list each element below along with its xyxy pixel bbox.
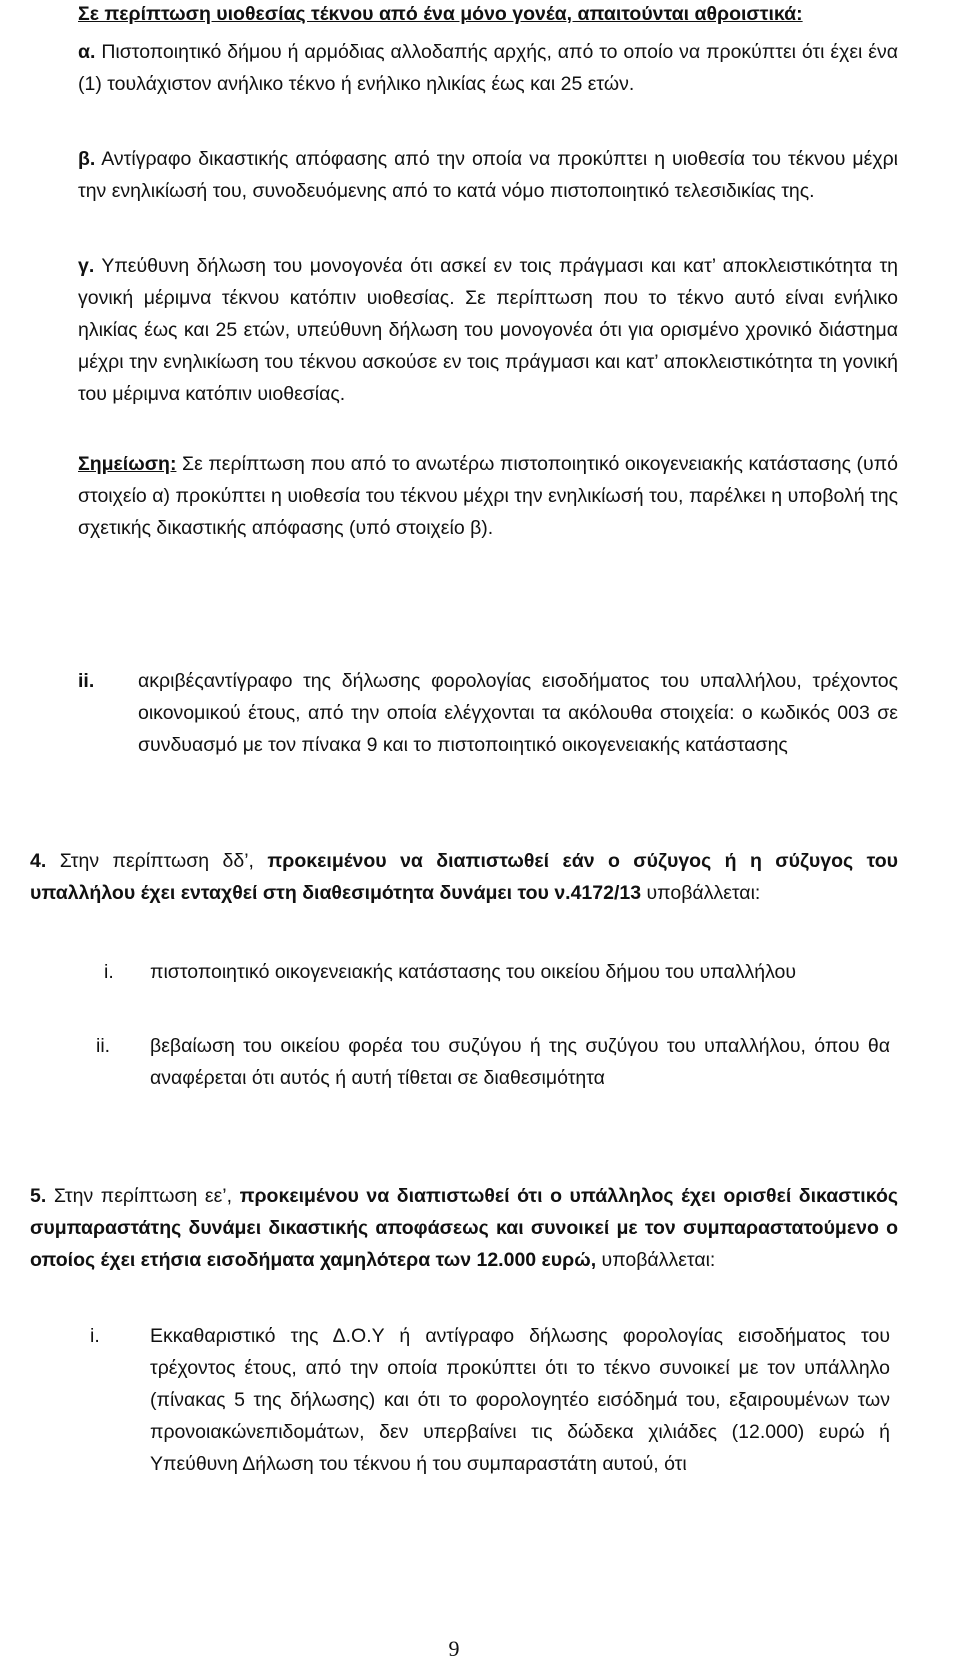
item-b-text: Αντίγραφο δικαστικής απόφασης από την οποία να προκύπτει η υιοθεσία του τέκνου μέχρι την ενηλικίωσή του, συνοδευόμενης από το κατά νόμο πιστοποιητικό τελεσιδικίας της. bbox=[78, 148, 899, 202]
item-b-marker: β. bbox=[78, 148, 96, 170]
section-4-item-i-marker: i. bbox=[104, 961, 114, 983]
tax-copy-text: ακριβέςαντίγραφο της δήλωσης φορολογίας εισοδήματος του υπαλλήλου, τρέχοντος οικονομικού έτους, από την οποία ελέγχονται τα ακόλουθα στοιχεία: ο κωδικός 003 σε συνδυασμό με τον πίνακα 9 και το πιστοποιητικό οικογενειακής κατάστασης bbox=[138, 670, 898, 756]
item-b bbox=[78, 143, 898, 207]
item-a-text: Πιστοποιητικό δήμου ή αρμόδιας αλλοδαπής αρχής, από το οποίο να προκύπτει ότι έχει ένα (1) τουλάχιστον ανήλικο τέκνο ή ενήλικο ηλικίας έως και 25 ετών. bbox=[78, 41, 898, 95]
section-4-bold: προκειμένου να διαπιστωθεί εάν ο σύζυγος ή η σύζυγος του υπαλλήλου έχει ενταχθεί στη διαθεσιμότητα δυνάμει του ν.4172/13 bbox=[30, 850, 899, 904]
item-c-marker: γ. bbox=[78, 255, 95, 277]
section-5 bbox=[30, 1180, 898, 1276]
section-4-number: 4. bbox=[30, 850, 47, 872]
section-5-number: 5. bbox=[30, 1185, 47, 1207]
section-5-bold: προκειμένου να διαπιστωθεί ότι ο υπάλληλος έχει ορισθεί δικαστικός συμπαραστάτης δυνάμει δικαστικής αποφάσεως και συνοικεί με τον συμπαραστατούμενο ο οποίος έχει ετήσια εισοδήματα χαμηλότερα των 12.000 ευρώ, bbox=[30, 1185, 898, 1271]
item-c-text: Υπεύθυνη δήλωση του μονογονέα ότι ασκεί εν τοις πράγμασι και κατ’ αποκλειστικότητα τη γονική μέριμνα τέκνου κατόπιν υιοθεσίας. Σε περίπτωση που το τέκνο αυτό είναι ενήλικο ηλικίας έως και 25 ετών, υπεύθυνη δήλωση του μονογονέα ότι για ορισμένο χρονικό διάστημα μέχρι την ενηλικίωση του τέκνου ασκούσε εν τοις πράγμασι και κατ’ αποκλειστικότητα τη γονική του μέριμνα κατόπιν υιοθεσίας. bbox=[78, 255, 898, 405]
section-5-item-i-marker: i. bbox=[90, 1325, 100, 1347]
note bbox=[78, 448, 898, 544]
section-4-item-i-text: πιστοποιητικό οικογενειακής κατάστασης του οικείου δήμου του υπαλλήλου bbox=[150, 961, 797, 983]
note-text: Σε περίπτωση που από το ανωτέρω πιστοποιητικό οικογενειακής κατάστασης (υπό στοιχείο α) προκύπτει η υιοθεσία του τέκνου μέχρι την ενηλικίωσή του, παρέλκει η υποβολή της σχετικής δικαστικής απόφασης (υπό στοιχείο β). bbox=[78, 453, 899, 539]
section-4-item-ii-marker: ii. bbox=[96, 1035, 111, 1057]
section-4-item-ii-text: βεβαίωση του οικείου φορέα του συζύγου ή της συζύγου του υπαλλήλου, όπου θα αναφέρεται ότι αυτός ή αυτή τίθεται σε διαθεσιμότητα bbox=[150, 1035, 890, 1089]
item-a bbox=[78, 36, 898, 100]
section-5-item-i-text: Εκκαθαριστικό της Δ.Ο.Υ ή αντίγραφο δήλωσης φορολογίας εισοδήματος του τρέχοντος έτους, από την οποία προκύπτει ότι το τέκνο συνοικεί με τον υπάλληλο (πίνακας 5 της δήλωσης) και ότι το φορολογητέο εισόδημά του, εξαιρουμένων των προνοιακώνεπιδομάτων, δεν υπερβαίνει τις δώδεκα χιλιάδες (12.000) ευρώ ή Υπεύθυνη Δήλωση του τέκνου ή του συμπαραστάτη αυτού, ότι bbox=[150, 1325, 890, 1475]
section-4 bbox=[30, 845, 898, 909]
section-heading: Σε περίπτωση υιοθεσίας τέκνου από ένα μόνο γονέα, απαιτούνται αθροιστικά: bbox=[78, 3, 803, 25]
note-label: Σημείωση: bbox=[78, 453, 177, 475]
item-c bbox=[78, 250, 898, 410]
section-5-intro: Στην περίπτωση εε’, bbox=[53, 1185, 233, 1207]
item-a-marker: α. bbox=[78, 41, 96, 63]
tax-copy-marker: ii. bbox=[78, 670, 95, 692]
page-number: 9 bbox=[448, 1636, 460, 1661]
section-4-intro: Στην περίπτωση δδ’, bbox=[59, 850, 254, 872]
section-4-outro: υποβάλλεται: bbox=[646, 882, 761, 904]
section-5-outro: υποβάλλεται: bbox=[601, 1249, 716, 1271]
